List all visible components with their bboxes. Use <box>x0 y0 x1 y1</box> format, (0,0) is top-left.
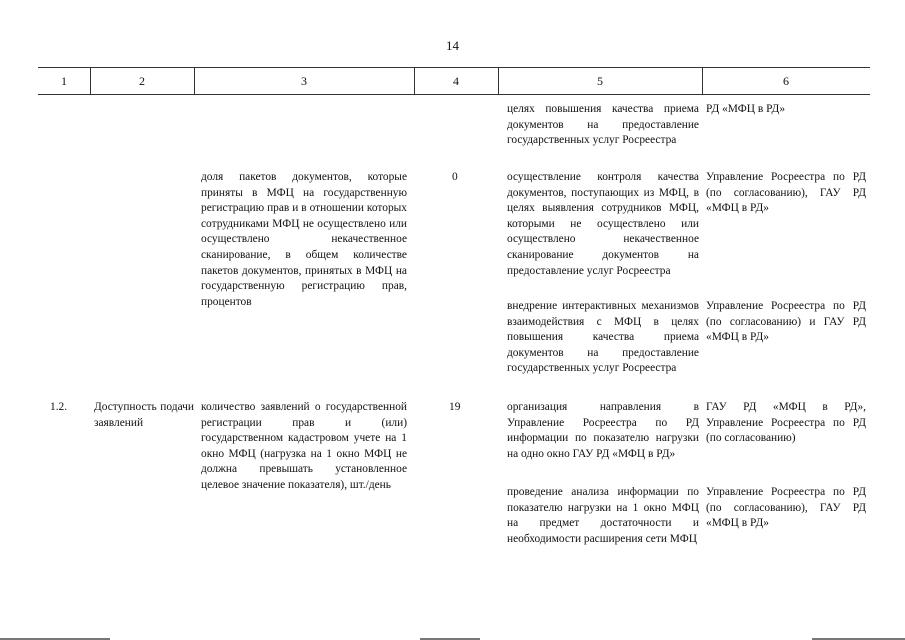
row-0-measure: целях повышения качества приема документов на предоставление государственных услуг Росреестра <box>507 103 699 147</box>
table-header <box>38 67 870 95</box>
row-3-indicator: количество заявлений о государственной регистрации прав и (или) государственном кадастровом учете на 1 окно МФЦ (нагрузка на 1 окно МФЦ не должна превышать установленное целевое значение показателя), шт./день <box>201 401 407 491</box>
row-1-measure: осуществление контроля качества документов, поступающих из МФЦ, в целях выявления сотрудников МФЦ, которыми не осуществлено или осуществлено некачественное сканирование документов на предоставление услуг Росреестра <box>507 171 699 277</box>
header-col-2: 2 <box>139 74 145 88</box>
row-3-criterion: Доступность подачи заявлений <box>94 401 194 429</box>
row-2-measure: внедрение интерактивных механизмов взаимодействия с МФЦ в целях повышения качества приема документов на предоставление государственных услуг Росреестра <box>507 300 699 375</box>
row-0-responsible: РД «МФЦ в РД» <box>706 103 786 115</box>
page-number: 14 <box>446 38 459 53</box>
row-3-measure: организация направления в Управление Росреестра по РД информации по показателю нагрузки на одно окно ГАУ РД «МФЦ в РД» <box>507 401 699 460</box>
row-1-responsible: Управление Росреестра по РД (по согласованию), ГАУ РД «МФЦ в РД» <box>706 171 866 215</box>
row-1-value: 0 <box>452 171 458 183</box>
header-col-5: 5 <box>597 74 603 88</box>
row-3-responsible: ГАУ РД «МФЦ в РД», Управление Росреестра по РД (по согласованию) <box>706 401 866 445</box>
header-col-3: 3 <box>301 74 307 88</box>
row-2-responsible: Управление Росреестра по РД (по согласованию) и ГАУ РД «МФЦ в РД» <box>706 300 866 344</box>
header-col-4: 4 <box>453 74 459 88</box>
header-col-1: 1 <box>61 74 67 88</box>
row-3-value: 19 <box>449 401 461 413</box>
row-1-indicator: доля пакетов документов, которые приняты в МФЦ на государственную регистрацию прав и в отношении которых сотрудниками МФЦ не осуществлено или осуществлено некачественное сканирование, в общем количестве пакетов документов, принятых в МФЦ на государственную регистрацию прав, процентов <box>201 171 407 308</box>
row-3-number: 1.2. <box>50 401 68 413</box>
row-4-measure: проведение анализа информации по показателю нагрузки на 1 окно МФЦ на предмет достаточности и необходимости расширения сети МФЦ <box>507 486 699 545</box>
row-4-responsible: Управление Росреестра по РД (по согласованию), ГАУ РД «МФЦ в РД» <box>706 486 866 530</box>
header-col-6: 6 <box>783 74 789 88</box>
